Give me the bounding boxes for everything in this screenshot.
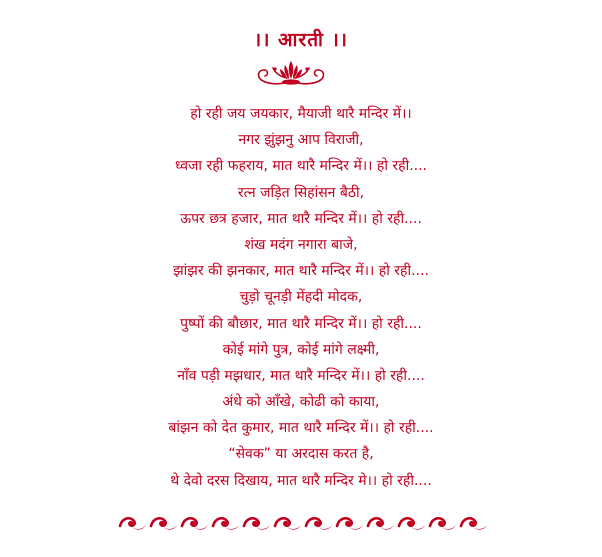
- verse-line: हो रही जय जयकार, मैयाजी थारै मन्दिर में।।: [190, 106, 412, 122]
- wave-scroll-border-icon: [118, 512, 494, 534]
- verse-line: नगर झुंझनु आप विराजी,: [238, 132, 364, 149]
- floral-scroll-ornament-icon: [251, 58, 331, 90]
- verse-line: पुष्पों की बौछार, मात थारै मन्दिर में।। हो रही....: [180, 315, 422, 332]
- verse-line: ध्वजा रही फहराय, मात थारै मन्दिर में।। हो रही....: [175, 158, 427, 175]
- verse-line: झांझर की झनकार, मात थारै मन्दिर में।। हो रही....: [173, 263, 429, 280]
- verse-line: ऊपर छत्र हजार, मात थारै मन्दिर में।। हो रही....: [180, 210, 422, 227]
- verse-line: “सेवक” या अरदास करत है,: [228, 446, 374, 463]
- verse-line: कोई मांगे पुत्र, कोई मांगे लक्ष्मी,: [222, 341, 380, 358]
- verse-line: रत्न जड़ित सिहांसन बैठी,: [237, 184, 365, 201]
- verse-line: बांझन को देत कुमार, मात थारै मन्दिर में।। हो रही....: [168, 420, 434, 437]
- verse-line: थे देवो दरस दिखाय, मात थारै मन्दिर मे।। हो रही....: [170, 472, 432, 489]
- page-title: ।। आरती ।।: [254, 29, 348, 51]
- verse-line: शंख मदंग नगारा बाजे,: [244, 236, 358, 253]
- verse-line: नाँव पड़ी मझधार, मात थारै मन्दिर में।। हो रही....: [177, 367, 425, 384]
- verse-line: अंधे को आँखे, कोढी को काया,: [222, 394, 380, 411]
- aarti-verses: [0, 101, 602, 494]
- verse-line: चुड़ो चूनड़ी मेंहदी मोदक,: [239, 289, 363, 306]
